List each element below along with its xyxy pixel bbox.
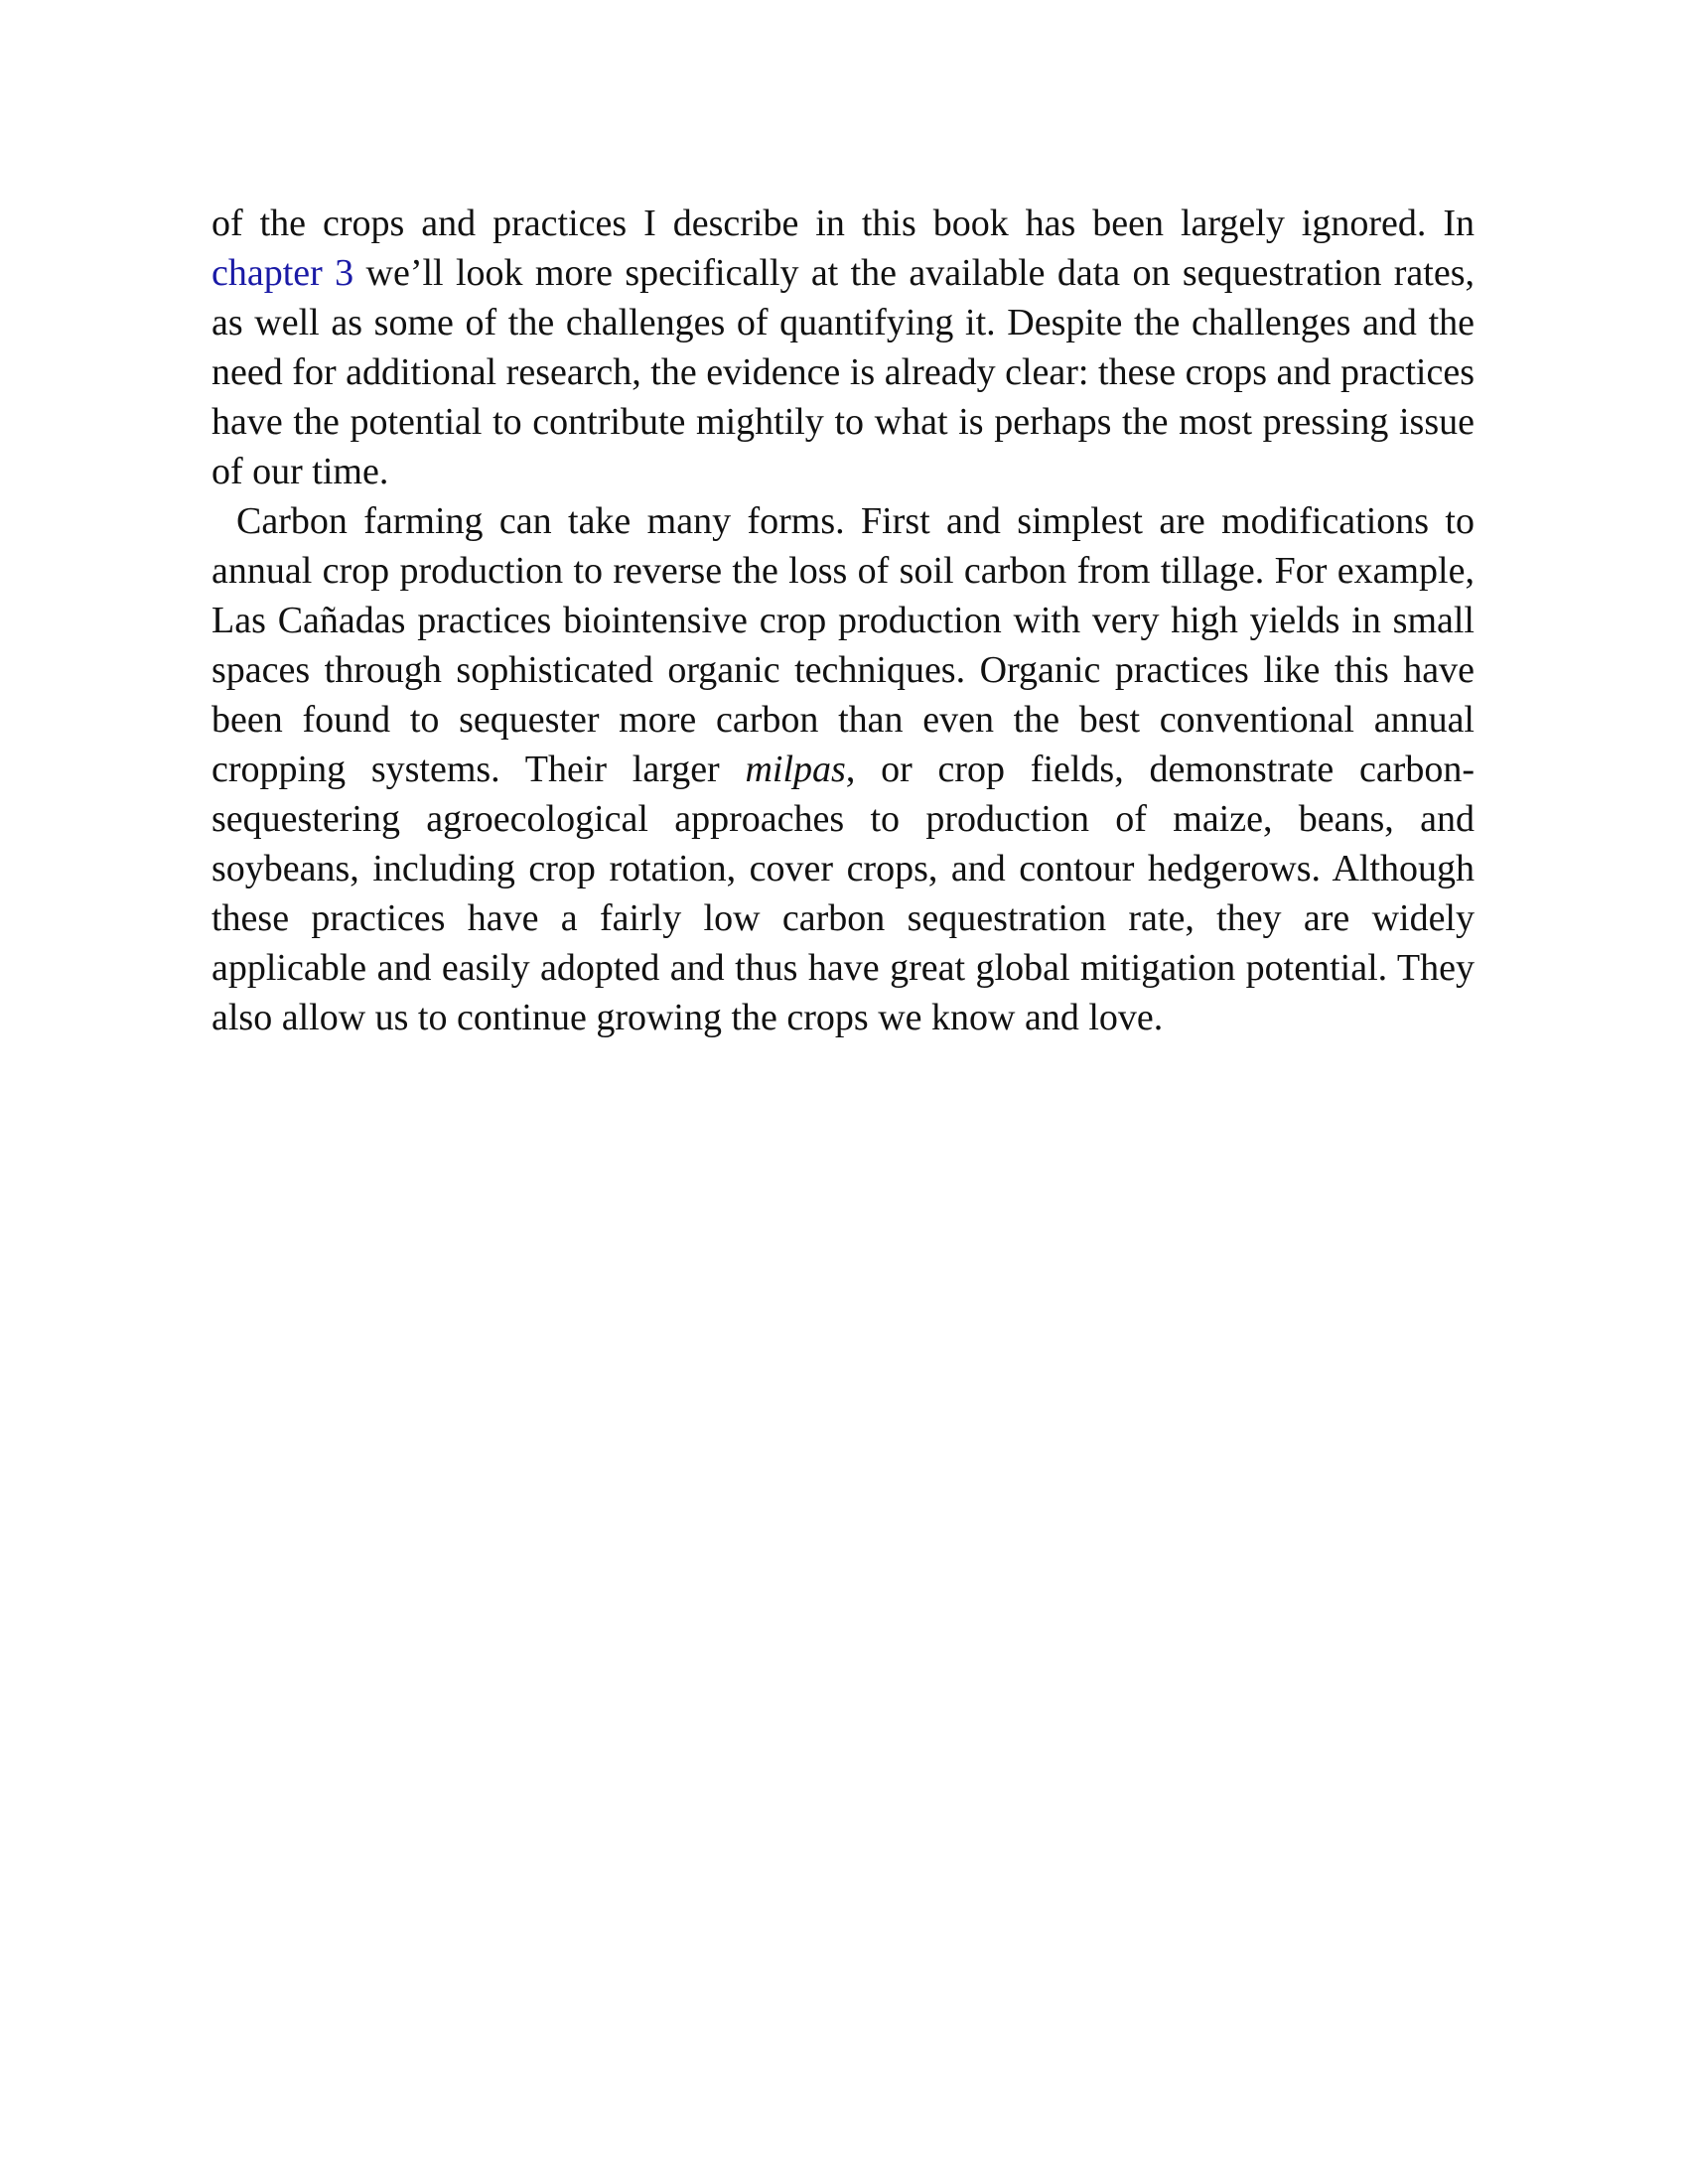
paragraph-2-text-a: Carbon farming can take many forms. First and simplest are modifications to annual crop production to reverse the loss of soil carbon from tillage. For example, Las Cañadas practices biointensive crop production with very high yields in small spaces through sophisticated organic techniques. Organic practices like this have been found to sequester more carbon than even the best conventional annual cropping systems. Their larger — [211, 500, 1475, 790]
chapter-3-link[interactable]: chapter 3 — [211, 252, 354, 294]
paragraph-1-text-a: of the crops and practices I describe in this book has been largely ignored. In — [211, 203, 1475, 244]
milpas-term: milpas — [745, 749, 846, 790]
paragraph-2-text-b: , or crop fields, demonstrate carbon-sequestering agroecological approaches to production of maize, beans, and soybeans, including crop rotation, cover crops, and contour hedgerows. Although these practices have a fairly low carbon sequestration rate, they are widely applicable and easily adopted and thus have great global mitigation potential. They also allow us to continue growing the crops we know and love. — [211, 749, 1475, 1038]
paragraph-1-text-b: we’ll look more specifically at the available data on sequestration rates, as well as some of the challenges of quantifying it. Despite the challenges and the need for additional research, the evidence is already clear: these crops and practices have the potential to contribute mightily to what is perhaps the most pressing issue of our time. — [211, 252, 1475, 492]
body-text — [211, 199, 1475, 1042]
paragraph-2 — [211, 496, 1475, 1042]
paragraph-1 — [211, 199, 1475, 496]
